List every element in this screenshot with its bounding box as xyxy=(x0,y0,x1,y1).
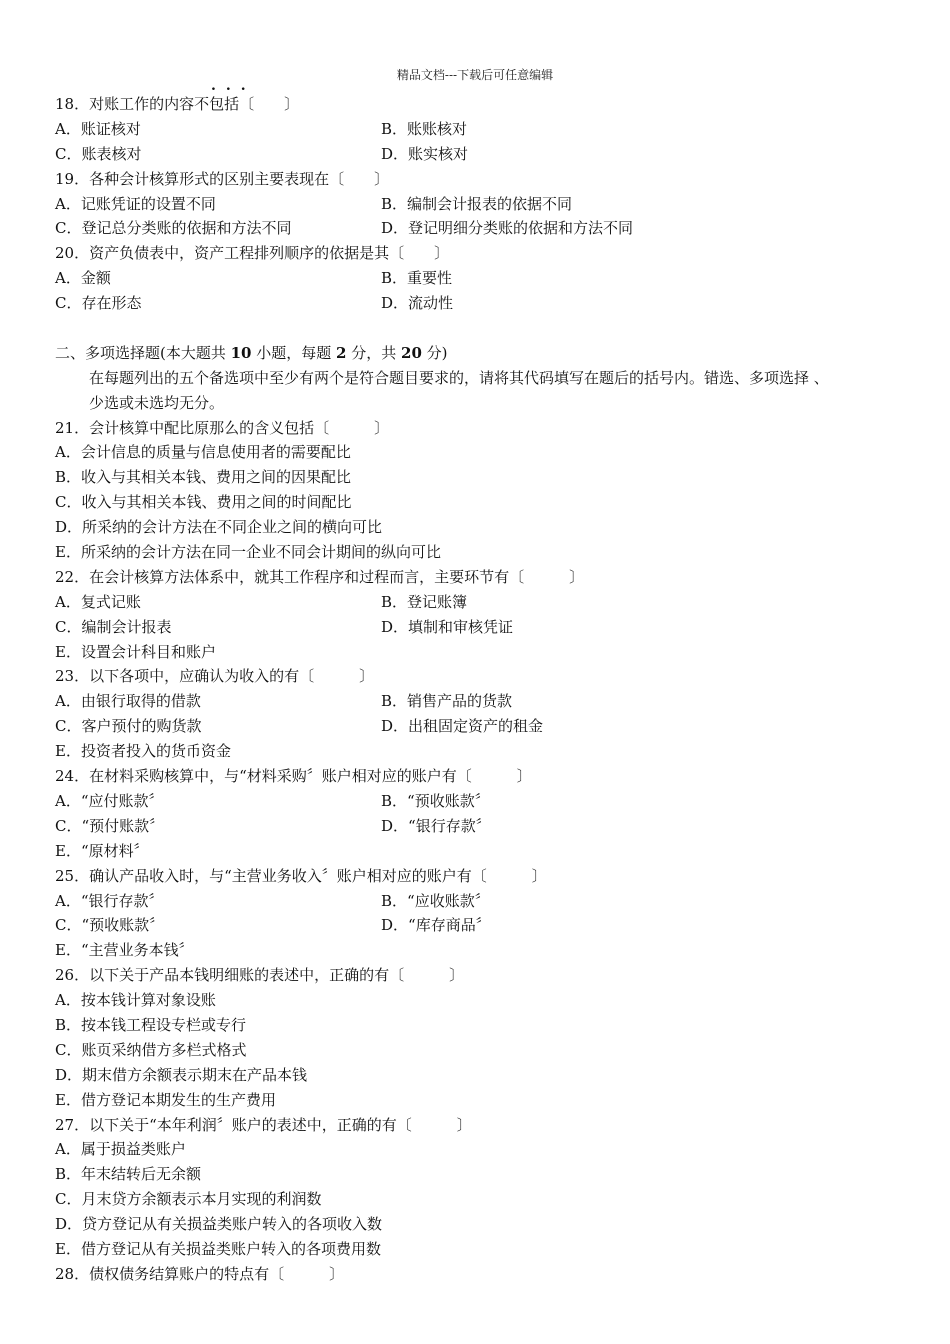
section-2-title xyxy=(55,341,915,366)
option-b: B．销售产品的货款 xyxy=(381,692,513,711)
option-d: D．登记明细分类账的依据和方法不同 xyxy=(381,219,634,238)
points-per-question: 2 xyxy=(336,343,347,362)
question-25-row-2 xyxy=(55,913,915,938)
question-24-stem: 24．在材料采购核算中，与“材料采购〞账户相对应的账户有〔 〕 xyxy=(55,767,532,786)
option-a: A．由银行取得的借款 xyxy=(55,692,201,711)
emphasis-dots: ... xyxy=(211,78,256,94)
question-18-stem: 18．对账工作的内容不包括〔 〕 xyxy=(55,95,300,113)
option-c: C．登记总分类账的依据和方法不同 xyxy=(55,219,292,238)
question-18-row-2 xyxy=(55,142,915,167)
question-21-stem: 21．会计核算中配比原那么的含义包括〔 〕 xyxy=(55,418,390,437)
question-26-option-b: B．按本钱工程设专栏或专行 xyxy=(55,1015,247,1034)
question-24-row-1 xyxy=(55,789,915,814)
question-25-option-e: E．“主营业务本钱〞 xyxy=(55,941,194,960)
question-26-stem: 26．以下关于产品本钱明细账的表述中，正确的有〔 〕 xyxy=(55,966,465,985)
option-c: C．账表核对 xyxy=(55,144,142,163)
question-24-option-e: E．“原材料〞 xyxy=(55,841,149,860)
question-21-option-c: C．收入与其相关本钱、费用之间的时间配比 xyxy=(55,493,352,512)
question-19-row-2 xyxy=(55,216,915,241)
question-23-option-e: E．投资者投入的货币资金 xyxy=(55,742,231,761)
option-a: A．账证核对 xyxy=(55,119,141,138)
question-22-row-2 xyxy=(55,615,915,640)
option-c: C．编制会计报表 xyxy=(55,617,172,636)
question-22-option-e: E．设置会计科目和账户 xyxy=(55,642,216,661)
option-d: D．“银行存款〞 xyxy=(381,816,491,835)
option-d: D．“库存商品〞 xyxy=(381,916,491,935)
option-c: C．存在形态 xyxy=(55,294,142,313)
question-23-stem: 23．以下各项中，应确认为收入的有〔 〕 xyxy=(55,667,375,686)
question-20-row-2 xyxy=(55,291,915,316)
question-27-option-a: A．属于损益类账户 xyxy=(55,1140,186,1159)
option-d: D．流动性 xyxy=(381,294,454,313)
section-2-intro-line-1: 在每题列出的五个备选项中至少有两个是符合题目要求的，请将其代码填写在题后的括号内。错选、多项选择 、 xyxy=(89,368,829,387)
section-2-intro-line-2: 少选或未选均无分。 xyxy=(89,393,225,412)
option-d: D．填制和审核凭证 xyxy=(381,617,514,636)
question-27-option-b: B．年末结转后无余额 xyxy=(55,1165,202,1184)
option-a: A．记账凭证的设置不同 xyxy=(55,194,216,213)
question-21-option-b: B．收入与其相关本钱、费用之间的因果配比 xyxy=(55,468,352,487)
option-b: B．“应收账款〞 xyxy=(381,891,490,910)
option-b: B．编制会计报表的依据不同 xyxy=(381,194,573,213)
option-b: B．账账核对 xyxy=(381,119,468,138)
option-a: A．“应付账款〞 xyxy=(55,791,164,810)
question-23-row-2 xyxy=(55,714,915,739)
question-25-row-1 xyxy=(55,889,915,914)
total-points: 20 xyxy=(401,343,422,362)
question-27-option-d: D．贷方登记从有关损益类账户转入的各项收入数 xyxy=(55,1215,383,1234)
section-title-part: 分) xyxy=(421,343,448,362)
question-21-option-e: E．所采纳的会计方法在同一企业不同会计期间的纵向可比 xyxy=(55,543,441,562)
option-c: C．“预付账款〞 xyxy=(55,816,165,835)
question-25-stem: 25．确认产品收入时，与“主营业务收入〞账户相对应的账户有〔 〕 xyxy=(55,866,547,885)
question-26-option-a: A．按本钱计算对象设账 xyxy=(55,991,216,1010)
question-27-stem: 27．以下关于“本年利润〞账户的表述中，正确的有〔 〕 xyxy=(55,1115,472,1134)
option-b: B．重要性 xyxy=(381,269,453,288)
question-19-stem: 19．各种会计核算形式的区别主要表现在〔 〕 xyxy=(55,169,390,188)
question-count: 10 xyxy=(230,343,252,362)
question-20-stem: 20．资产负债表中，资产工程排列顺序的依据是其〔 〕 xyxy=(55,244,450,263)
question-20-row-1 xyxy=(55,266,915,291)
question-22-stem: 22．在会计核算方法体系中，就其工作程序和过程而言，主要环节有〔 〕 xyxy=(55,567,585,586)
question-26-option-c: C．账页采纳借方多栏式格式 xyxy=(55,1040,247,1059)
question-27-option-c: C．月末贷方余额表示本月实现的利润数 xyxy=(55,1190,322,1209)
section-spacer xyxy=(55,316,915,341)
page-header: 精品文档---下载后可任意编辑 xyxy=(396,68,554,82)
question-27-option-e: E．借方登记从有关损益类账户转入的各项费用数 xyxy=(55,1239,381,1258)
question-21-option-d: D．所采纳的会计方法在不同企业之间的横向可比 xyxy=(55,518,383,537)
question-21-option-a: A．会计信息的质量与信息使用者的需要配比 xyxy=(55,443,351,462)
option-c: C．“预收账款〞 xyxy=(55,916,165,935)
option-d: D．出租固定资产的租金 xyxy=(381,717,544,736)
question-23-row-1 xyxy=(55,689,915,714)
document-body xyxy=(55,92,915,1287)
section-title-part: 二、多项选择题(本大题共 xyxy=(55,343,231,362)
section-title-part: 分，共 xyxy=(346,343,402,362)
option-a: A．金额 xyxy=(55,269,111,288)
option-d: D．账实核对 xyxy=(381,144,469,163)
question-26-option-d: D．期末借方余额表示期末在产品本钱 xyxy=(55,1065,308,1084)
section-title-part: 小题，每题 xyxy=(251,343,337,362)
option-b: B．“预收账款〞 xyxy=(381,791,490,810)
question-18-row-1 xyxy=(55,117,915,142)
question-28-stem: 28．债权债务结算账户的特点有〔 〕 xyxy=(55,1264,345,1283)
option-c: C．客户预付的购货款 xyxy=(55,717,202,736)
option-a: A．“银行存款〞 xyxy=(55,891,164,910)
option-a: A．复式记账 xyxy=(55,592,141,611)
question-22-row-1 xyxy=(55,590,915,615)
question-19-row-1 xyxy=(55,192,915,217)
question-24-row-2 xyxy=(55,814,915,839)
option-b: B．登记账簿 xyxy=(381,592,468,611)
question-26-option-e: E．借方登记本期发生的生产费用 xyxy=(55,1090,276,1109)
